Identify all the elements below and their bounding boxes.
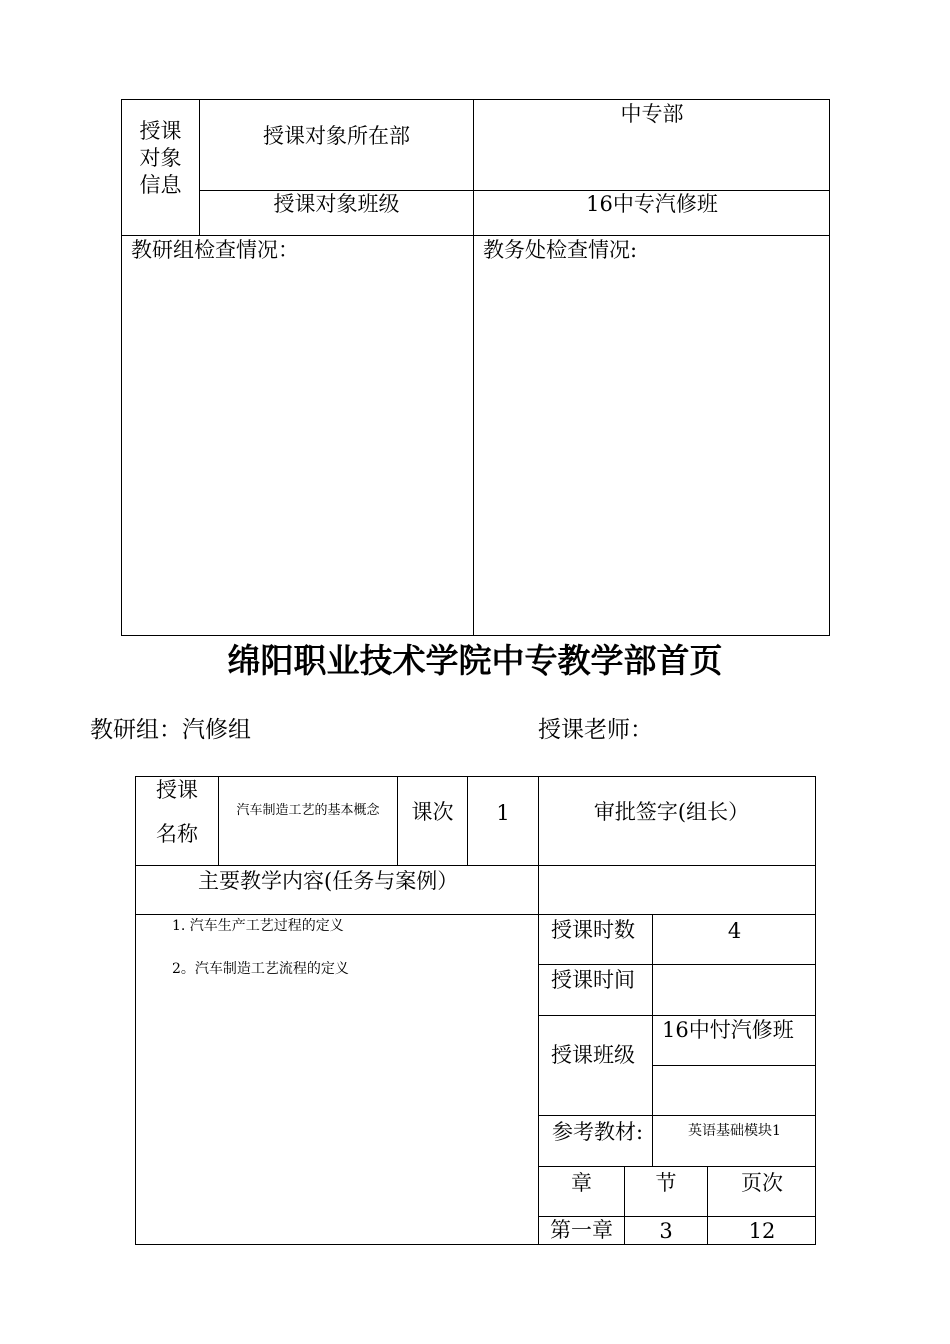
reference-textbook-value: 英语基础模块1: [688, 1123, 781, 1139]
main-table-divider: [538, 964, 816, 965]
info-group-label-line: 授课: [139, 119, 182, 143]
content-item: 1. 汽车生产工艺过程的定义: [172, 918, 344, 934]
teaching-class-label: 授课班级: [551, 1043, 635, 1067]
audience-class-label: 授课对象班级: [273, 192, 400, 216]
section-column-header: 节: [655, 1171, 677, 1195]
teaching-group-check-label: 教研组检查情况：: [131, 238, 299, 262]
page-title: 绵阳职业技术学院中专教学部首页: [227, 641, 723, 680]
main-table-divider: [652, 1065, 816, 1066]
course-name-label-line: 名称: [156, 822, 198, 846]
teaching-class-value: 16中忖汽修班: [662, 1018, 794, 1042]
academic-office-check-label: 教务处检查情况:: [483, 238, 638, 262]
main-table-divider: [135, 865, 816, 866]
main-table-divider: [135, 914, 816, 915]
top-table: [121, 99, 830, 636]
chapter-column-header: 章: [571, 1171, 592, 1195]
page-column-header: 页次: [741, 1171, 783, 1195]
lesson-number-value: 1: [496, 801, 510, 825]
section-value: 3: [659, 1219, 673, 1243]
content-item: 2。汽车制造工艺流程的定义: [172, 961, 349, 977]
teaching-hours-value: 4: [727, 919, 742, 943]
main-content-label: 主要教学内容(任务与案例）: [198, 869, 459, 893]
teacher-meta: 授课老师：: [538, 717, 653, 743]
main-table-divider: [538, 1115, 816, 1116]
audience-department-label: 授课对象所在部: [263, 124, 410, 148]
lesson-number-label: 课次: [411, 800, 454, 824]
chapter-value: 第一章: [550, 1218, 613, 1242]
page-value: 12: [748, 1219, 776, 1243]
course-name-value: 汽车制造工艺的基本概念: [236, 803, 380, 818]
course-name-label-line: 授课: [156, 778, 198, 802]
approval-signature-label: 审批签字(组长）: [593, 800, 750, 824]
main-table-divider: [538, 1166, 816, 1167]
main-table-divider: [538, 1015, 816, 1016]
teaching-group-meta: 教研组：汽修组: [90, 717, 251, 743]
reference-textbook-label: 参考教材:: [552, 1120, 644, 1144]
teaching-hours-label: 授课时数: [551, 918, 635, 942]
audience-department-value: 中专部: [620, 102, 684, 126]
top-table-divider: [473, 99, 474, 636]
audience-class-value: 16中专汽修班: [586, 192, 718, 216]
main-table-divider: [218, 776, 219, 865]
info-group-label-line: 信息: [139, 173, 182, 197]
teaching-time-label: 授课时间: [551, 968, 635, 992]
top-table-divider: [121, 235, 830, 236]
info-group-label-line: 对象: [139, 146, 182, 170]
